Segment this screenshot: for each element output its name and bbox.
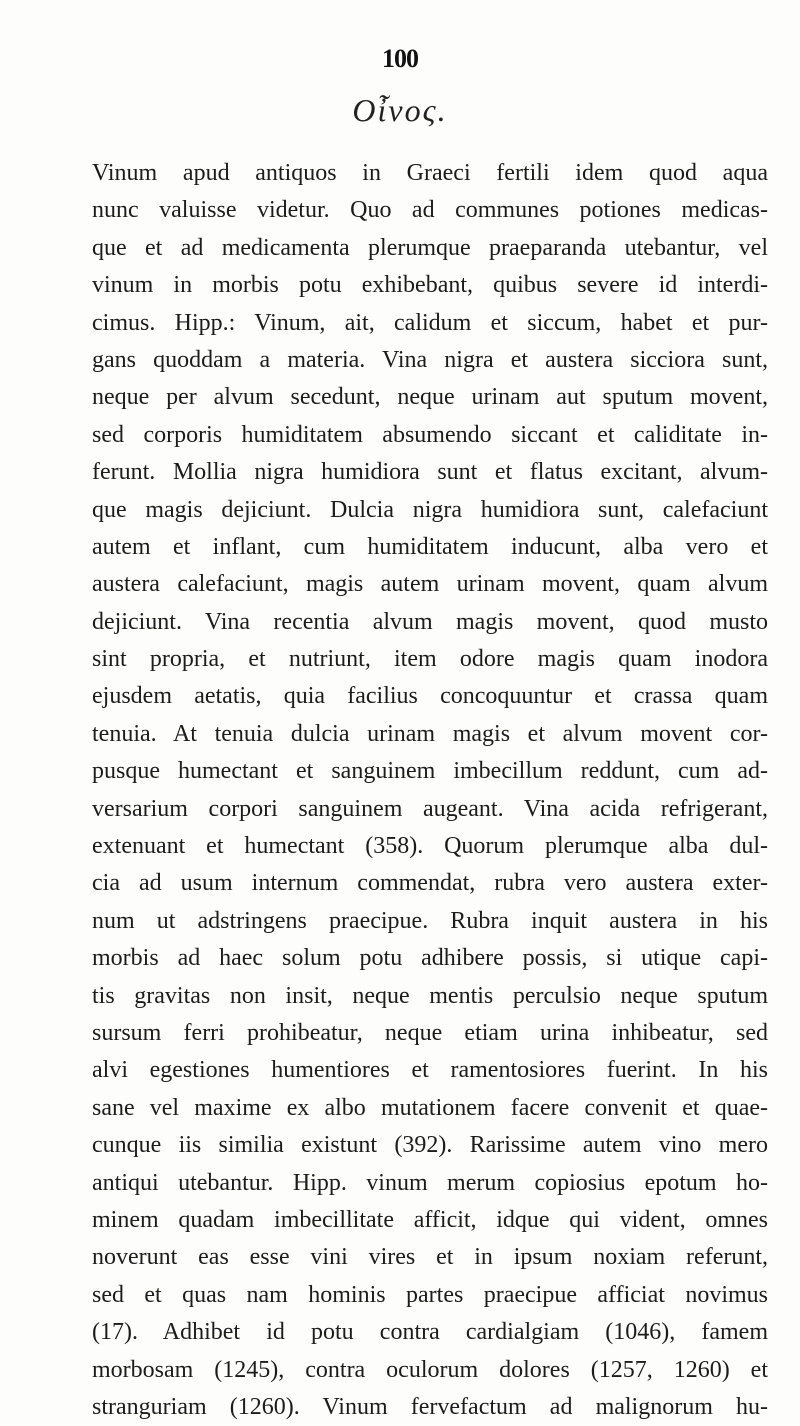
text-line: vinum in morbis potu exhibebant, quibus severe id interdi-: [92, 272, 768, 299]
text-line: que et ad medicamenta plerumque praeparanda utebantur, vel: [92, 234, 768, 261]
text-line: autem et inflant, cum humiditatem inducunt, alba vero et: [92, 533, 768, 560]
text-line: sint propria, et nutriunt, item odore magis quam inodora: [92, 646, 768, 673]
text-line: pusque humectant et sanguinem imbecillum reddunt, cum ad-: [92, 758, 768, 785]
text-line: ferunt. Mollia nigra humidiora sunt et flatus excitant, alvum-: [92, 459, 768, 486]
text-line: versarium corpori sanguinem augeant. Vina acida refrigerant,: [92, 795, 768, 822]
text-line: noverunt eas esse vini vires et in ipsum noxiam referunt,: [92, 1244, 768, 1271]
text-line: Vinum apud antiquos in Graeci fertili idem quod aqua: [92, 160, 768, 186]
text-line: neque per alvum secedunt, neque urinam aut sputum movent,: [92, 384, 768, 411]
body-text: [92, 155, 768, 1426]
text-line: nunc valuisse videtur. Quo ad communes potiones medicas-: [92, 197, 768, 224]
text-line: ejusdem aetatis, quia facilius concoquuntur et crassa quam: [92, 683, 768, 710]
text-line: extenuant et humectant (358). Quorum plerumque alba dul-: [92, 833, 768, 860]
text-line: sed corporis humiditatem absumendo siccant et caliditate in-: [92, 421, 768, 448]
section-heading: Οἶνος.: [352, 92, 448, 128]
text-line: gans quoddam a materia. Vina nigra et austera sicciora sunt,: [92, 346, 768, 373]
text-line: sane vel maxime ex albo mutationem facere convenit et quae-: [92, 1094, 768, 1121]
text-line: antiqui utebantur. Hipp. vinum merum copiosius epotum ho-: [92, 1169, 768, 1196]
page-number: 100: [382, 44, 418, 73]
text-line: num ut adstringens praecipue. Rubra inquit austera in his: [92, 907, 768, 934]
text-line: (17). Adhibet id potu contra cardialgiam (1046), famem: [92, 1319, 768, 1346]
text-line: sed et quas nam hominis partes praecipue afficiat novimus: [92, 1281, 768, 1308]
text-line: cunque iis similia existunt (392). Rarissime autem vino mero: [92, 1132, 768, 1159]
text-line: que magis dejiciunt. Dulcia nigra humidiora sunt, calefaciunt: [92, 496, 768, 523]
text-line: sursum ferri prohibeatur, neque etiam urina inhibeatur, sed: [92, 1019, 768, 1046]
text-line: stranguriam (1260). Vinum fervefactum ad malignorum hu-: [92, 1393, 768, 1420]
text-line: morbosam (1245), contra oculorum dolores (1257, 1260) et: [92, 1356, 768, 1383]
text-line: minem quadam imbecillitate afficit, idque qui vident, omnes: [92, 1206, 768, 1233]
text-line: alvi egestiones humentiores et ramentosiores fuerint. In his: [92, 1057, 768, 1084]
text-line: morbis ad haec solum potu adhibere possis, si utique capi-: [92, 945, 768, 972]
text-line: cia ad usum internum commendat, rubra vero austera exter-: [92, 870, 768, 897]
text-line: dejiciunt. Vina recentia alvum magis movent, quod musto: [92, 608, 768, 635]
text-line: tenuia. At tenuia dulcia urinam magis et alvum movent cor-: [92, 720, 768, 747]
text-line: cimus. Hipp.: Vinum, ait, calidum et siccum, habet et pur-: [92, 309, 768, 336]
text-line: tis gravitas non insit, neque mentis perculsio neque sputum: [92, 982, 768, 1009]
text-line: austera calefaciunt, magis autem urinam movent, quam alvum: [92, 571, 768, 598]
